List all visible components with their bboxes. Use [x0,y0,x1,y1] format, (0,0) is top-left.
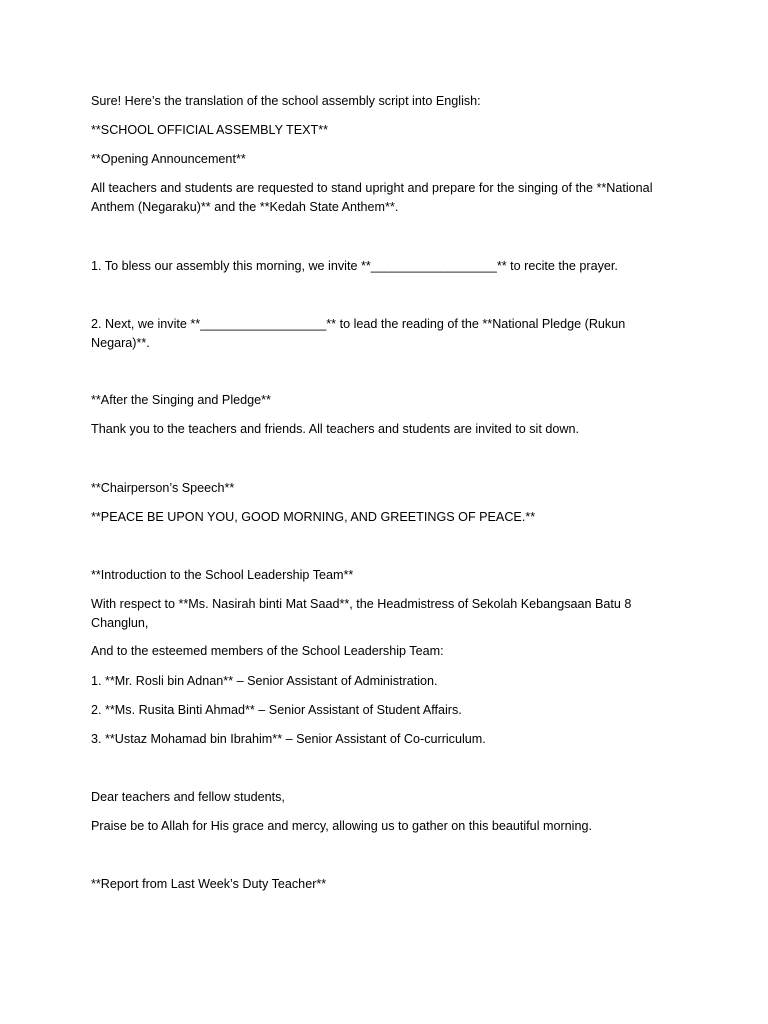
opening-heading: **Opening Announcement** [91,152,246,166]
list-item: 1. **Mr. Rosli bin Adnan** – Senior Assistant of Administration. [91,674,438,688]
leadership-heading: **Introduction to the School Leadership Team** [91,568,354,582]
list-item: 3. **Ustaz Mohamad bin Ibrahim** – Senior Assistant of Co-curriculum. [91,732,486,746]
chairperson-heading: **Chairperson’s Speech** [91,481,235,495]
greeting-text: **PEACE BE UPON YOU, GOOD MORNING, AND GREETINGS OF PEACE.** [91,510,536,524]
after-heading: **After the Singing and Pledge** [91,393,271,407]
list-item-pledge: 2. Next, we invite **__________________** to lead the reading of the **National Pledge (Rukun Negara)**. [91,317,626,350]
list-item: 2. **Ms. Rusita Binti Ahmad** – Senior Assistant of Student Affairs. [91,703,462,717]
list-item-prayer: 1. To bless our assembly this morning, we invite **__________________** to recite the prayer. [91,259,618,273]
document-title: **SCHOOL OFFICIAL ASSEMBLY TEXT** [91,123,329,137]
report-heading: **Report from Last Week’s Duty Teacher** [91,877,327,891]
respect-paragraph: With respect to **Ms. Nasirah binti Mat Saad**, the Headmistress of Sekolah Kebangsaan Batu 8 Changlun, [91,597,632,630]
praise-paragraph: Praise be to Allah for His grace and mercy, allowing us to gather on this beautiful morning. [91,819,592,833]
esteemed-paragraph: And to the esteemed members of the School Leadership Team: [91,644,444,658]
opening-paragraph: All teachers and students are requested to stand upright and prepare for the singing of the **National Anthem (Negaraku)** and the **Kedah State Anthem**. [91,181,653,214]
after-paragraph: Thank you to the teachers and friends. All teachers and students are invited to sit down. [91,422,579,436]
dear-paragraph: Dear teachers and fellow students, [91,790,285,804]
intro-text: Sure! Here’s the translation of the school assembly script into English: [91,94,481,108]
